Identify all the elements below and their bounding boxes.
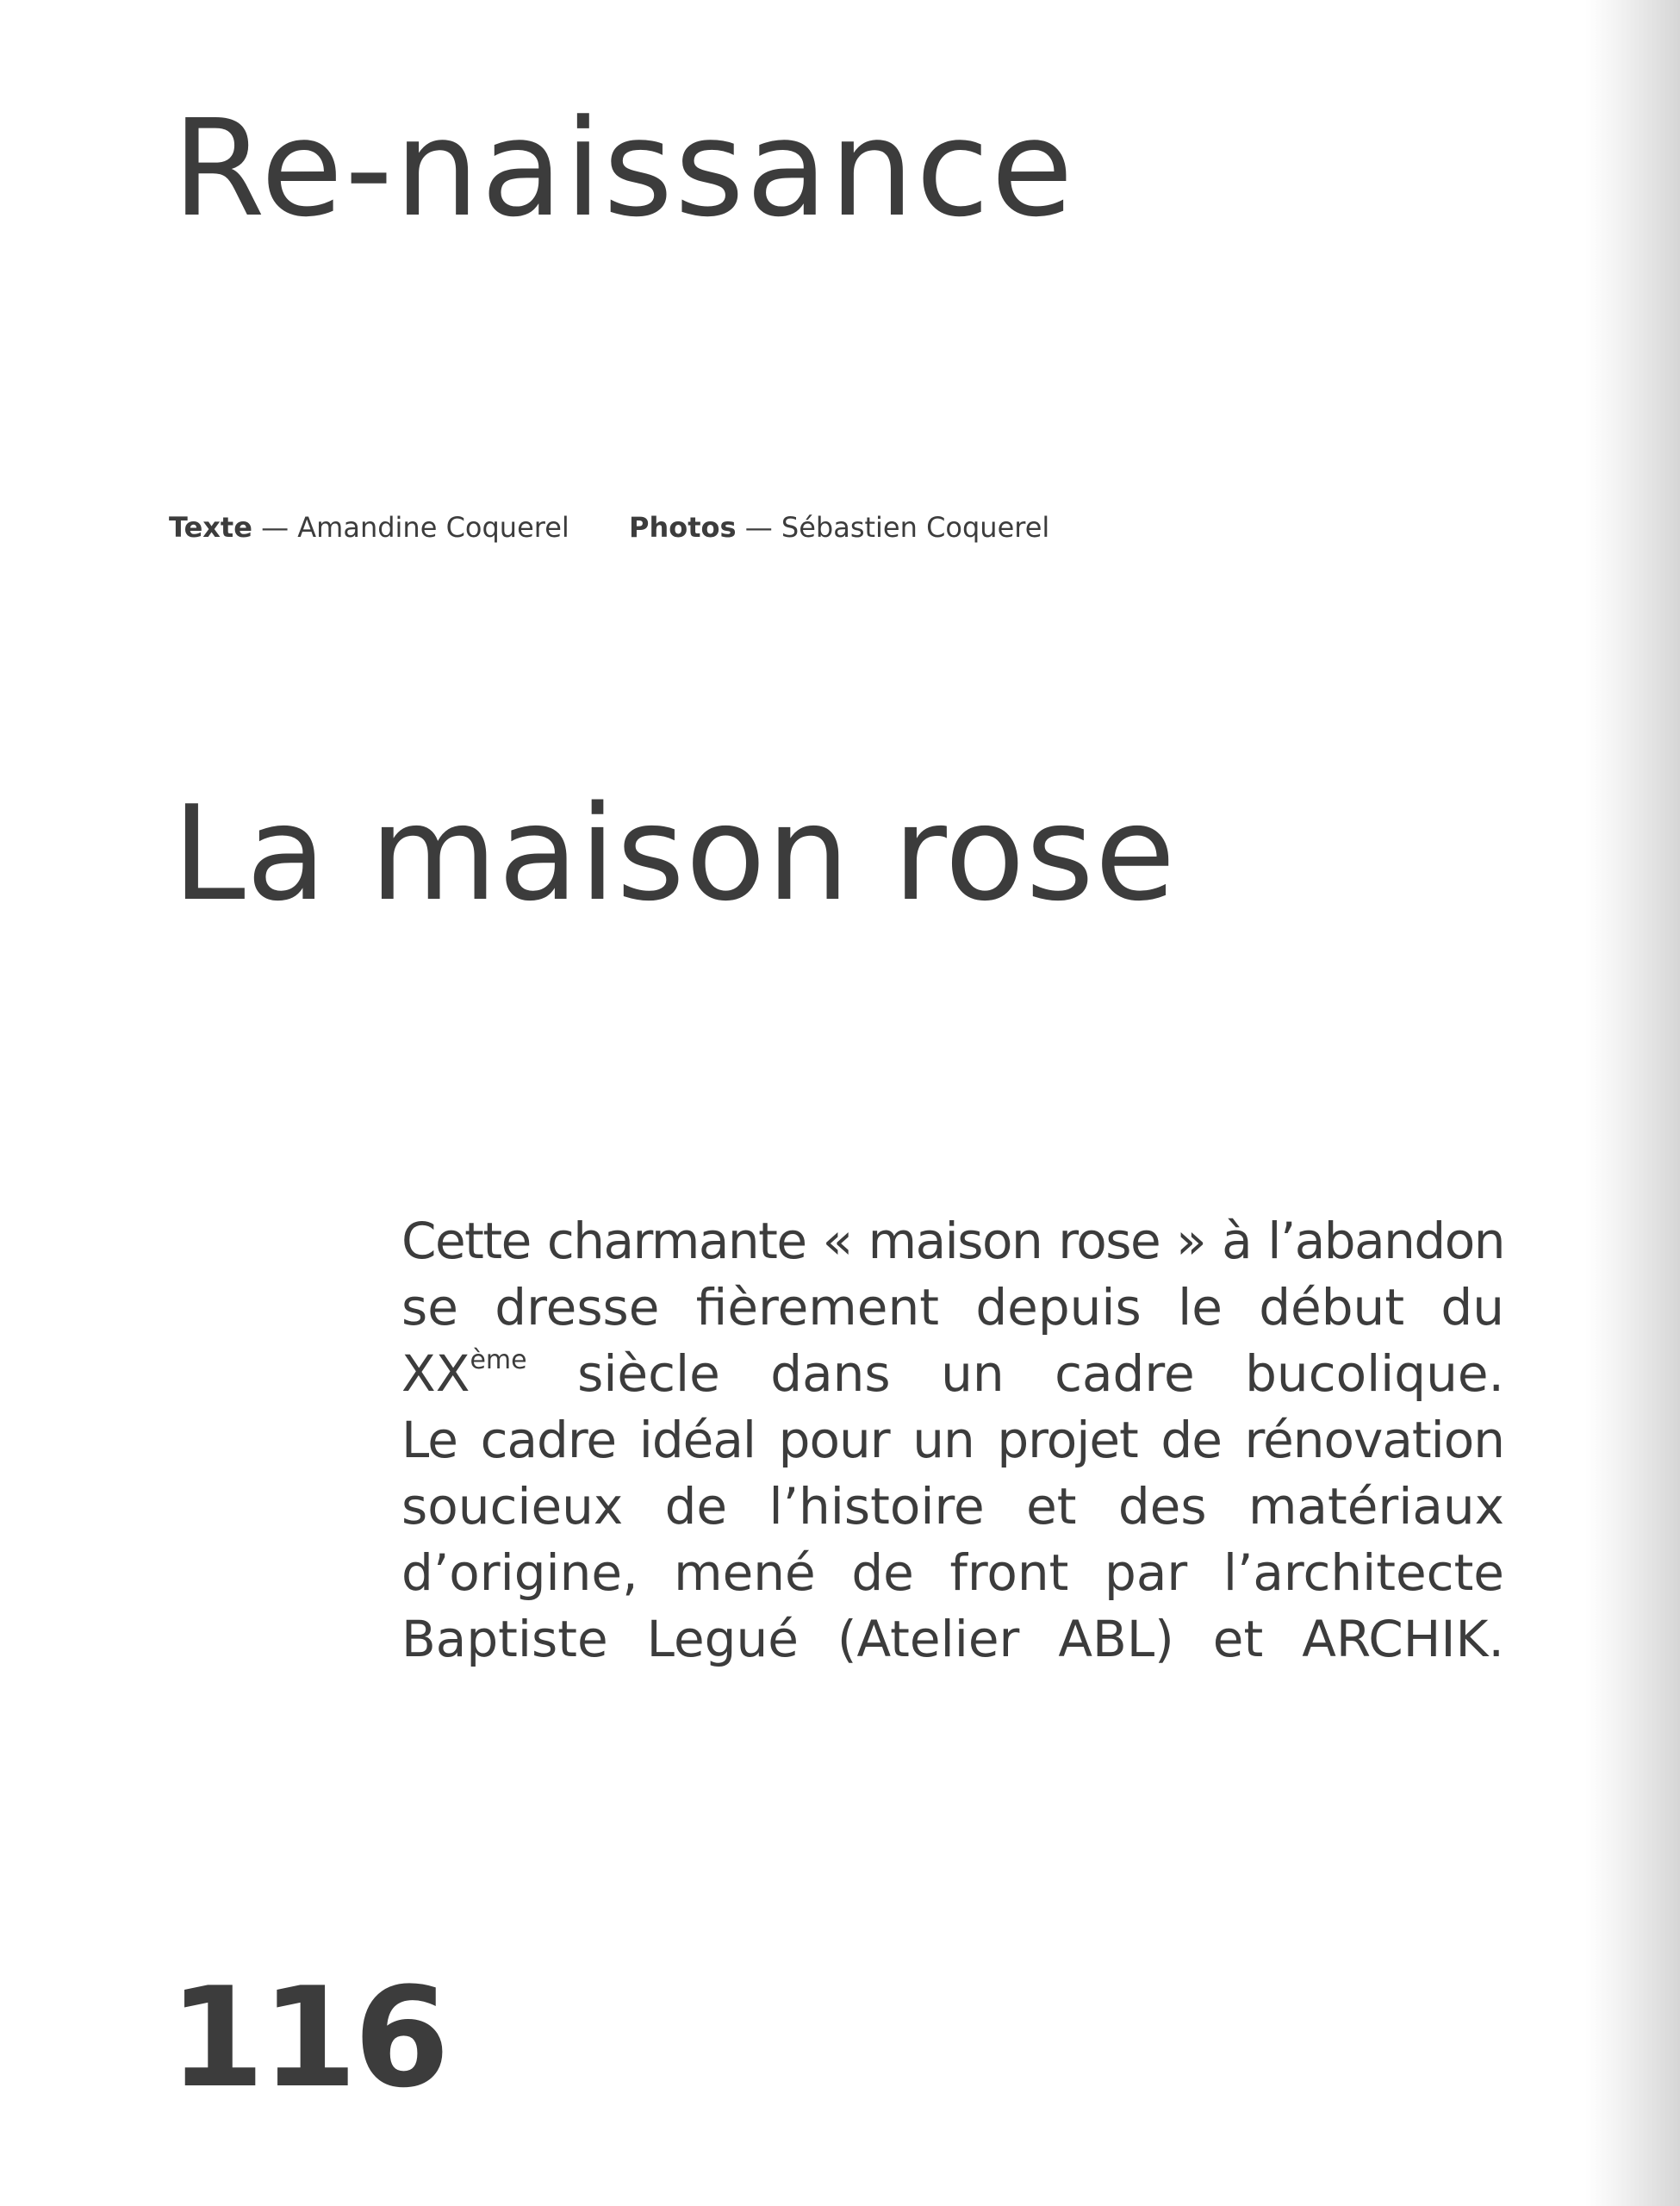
intro-line: d’origine, mené de front par l’architecte: [401, 1543, 1504, 1602]
photos-credit-separator: —: [736, 511, 781, 544]
intro-line-rest: siècle dans un cadre bucolique.: [526, 1344, 1504, 1403]
article-intro: [401, 1208, 1504, 1673]
intro-line: [401, 1341, 1504, 1407]
photos-credit: [629, 510, 1049, 545]
century-ordinal-suffix: ème: [470, 1345, 527, 1375]
text-credit-separator: —: [252, 511, 298, 544]
intro-line: Baptiste Legué (Atelier ABL) et ARCHIK.: [401, 1610, 1504, 1668]
photos-credit-author: Sébastien Coquerel: [781, 511, 1050, 544]
century-numeral: XX: [401, 1344, 470, 1403]
intro-line: Cette charmante « maison rose » à l’abandon: [401, 1212, 1504, 1270]
intro-line: se dresse fièrement depuis le début du: [401, 1278, 1504, 1337]
article-title: La maison rose: [172, 777, 1177, 930]
intro-line: Le cadre idéal pour un projet de rénovation: [401, 1411, 1504, 1469]
text-credit: [169, 510, 569, 545]
photos-credit-label: Photos: [629, 511, 737, 544]
page-number: 116: [169, 1957, 446, 2118]
section-title: Re-naissance: [172, 90, 1075, 246]
intro-line: soucieux de l’histoire et des matériaux: [401, 1477, 1504, 1536]
text-credit-label: Texte: [169, 511, 252, 544]
text-credit-author: Amandine Coquerel: [297, 511, 569, 544]
